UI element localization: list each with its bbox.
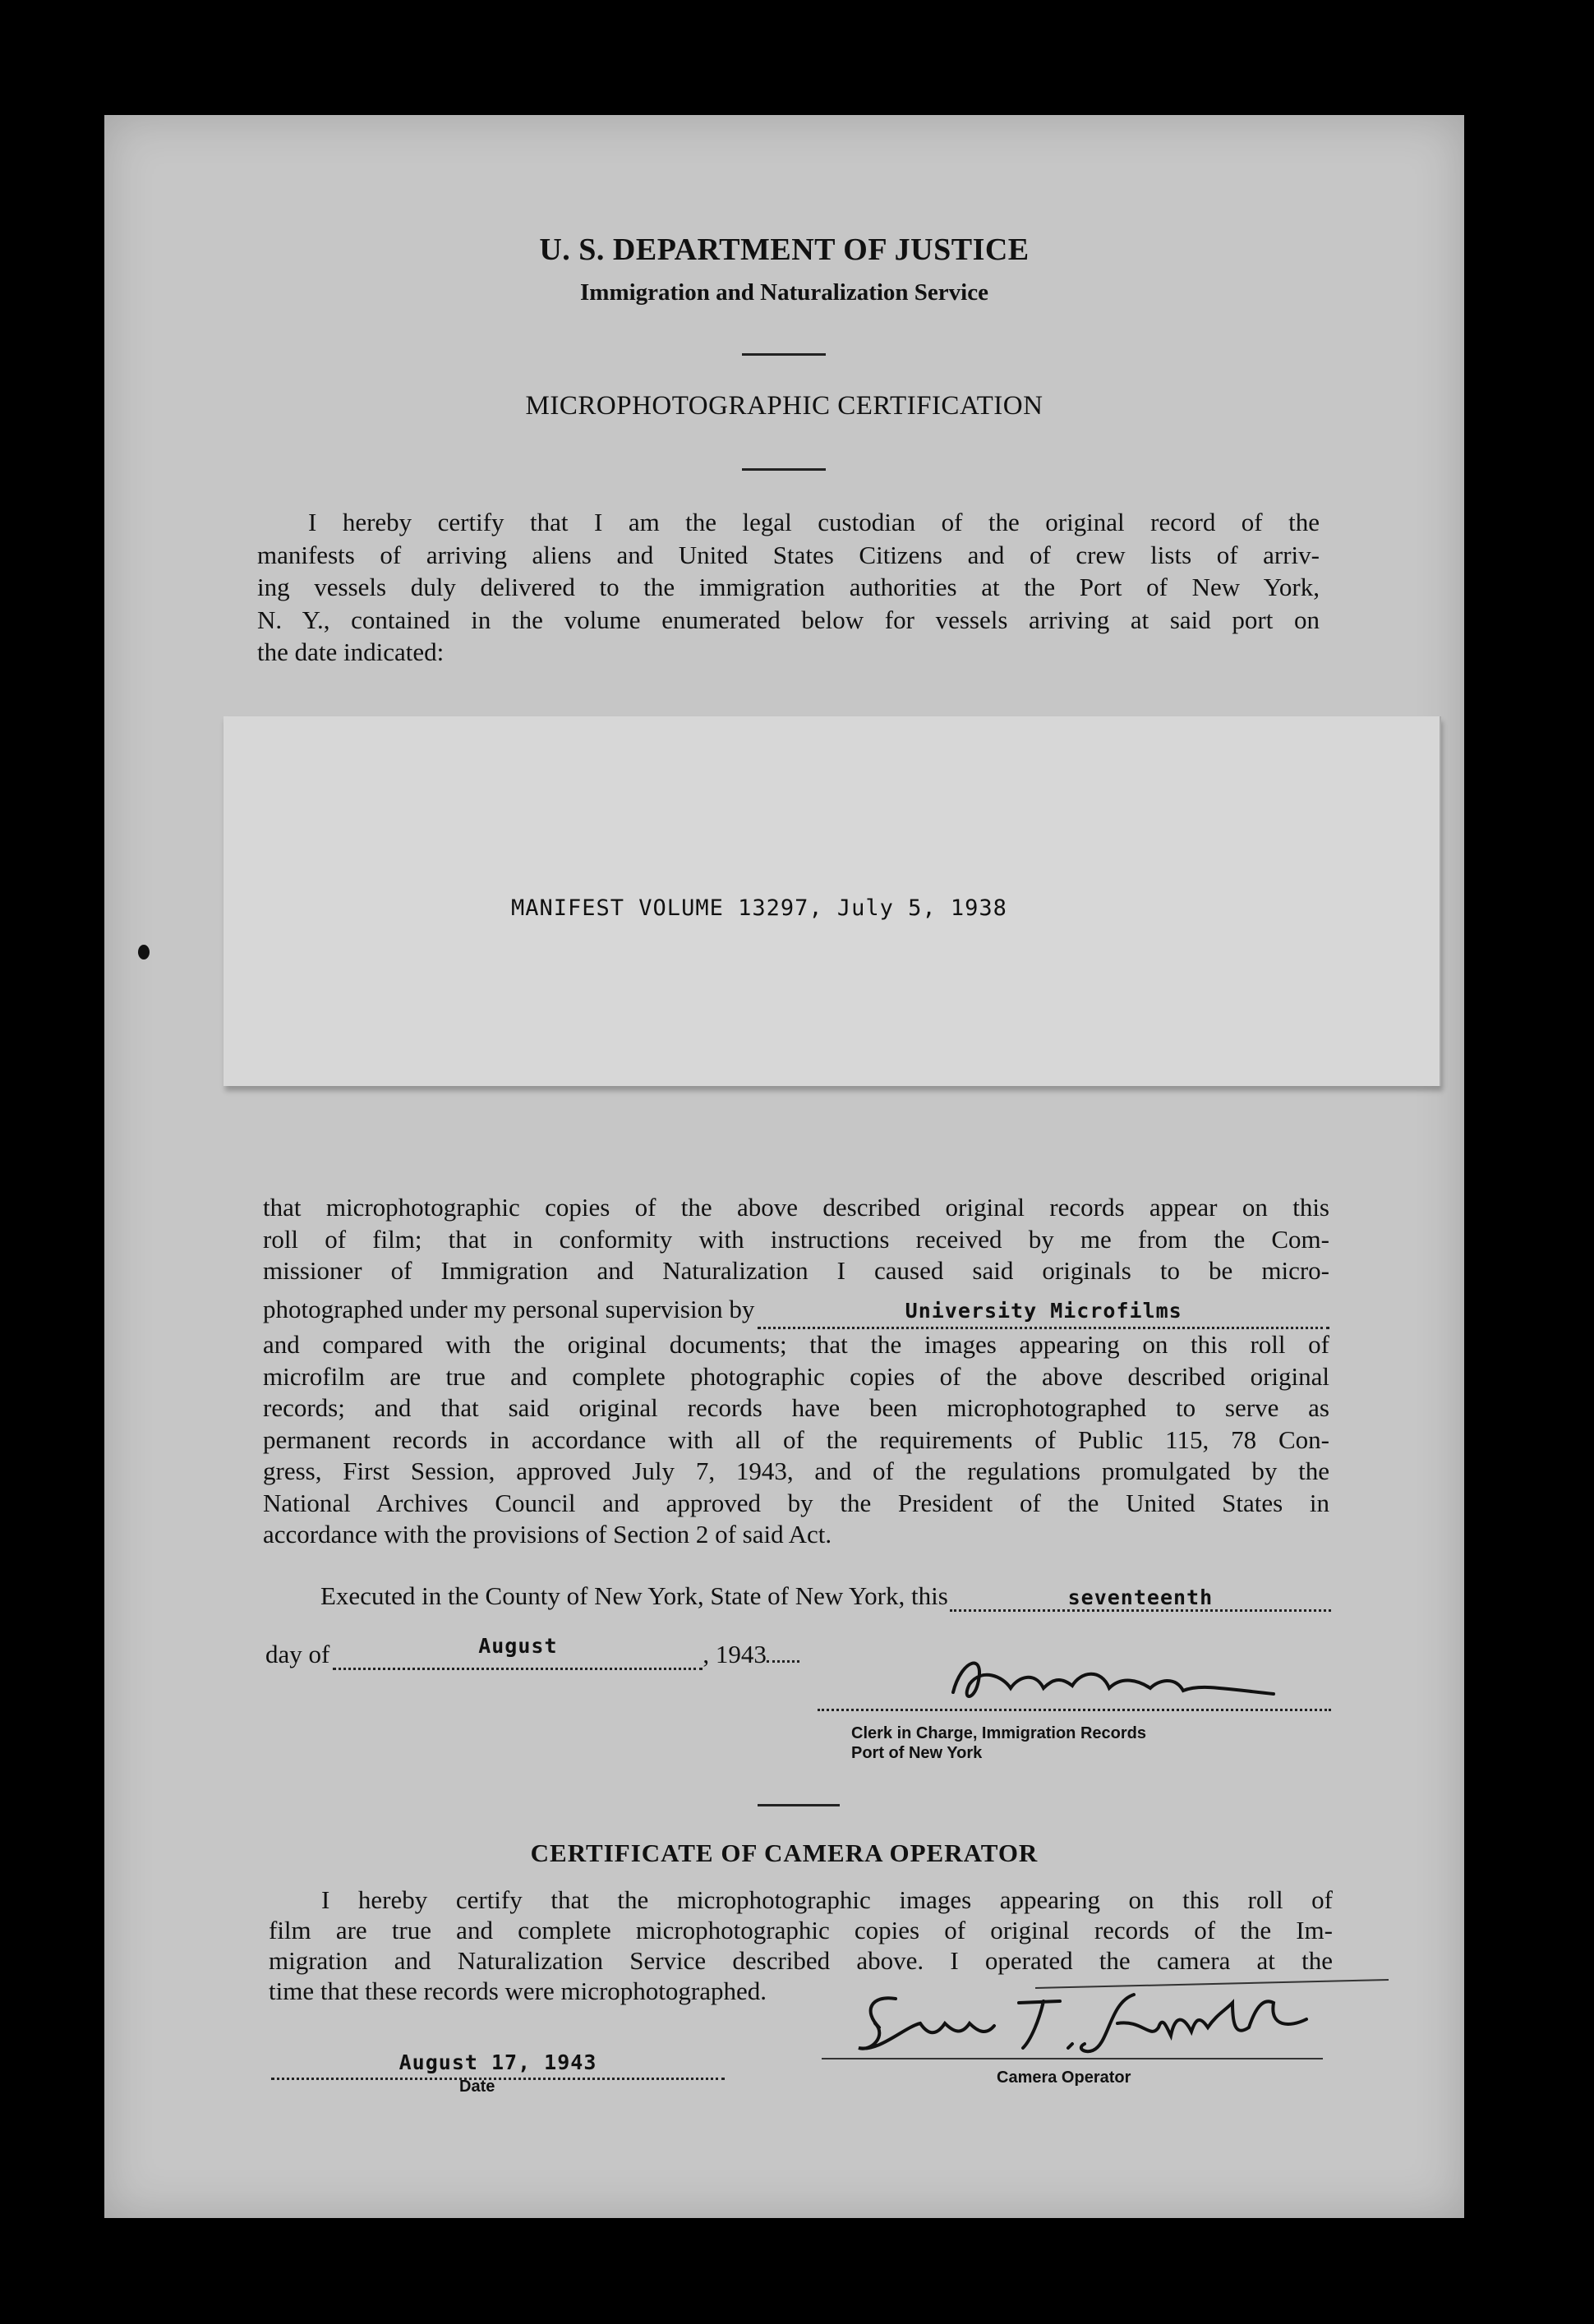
camera-line: I hereby certify that the microphotographic images appearing on this roll of [321, 1885, 1333, 1914]
execution-line [320, 1581, 1331, 1612]
operator-label: Camera Operator [997, 2069, 1131, 2087]
department-heading: U. S. DEPARTMENT OF JUSTICE [539, 232, 1030, 267]
operator-signature-line [822, 2058, 1323, 2059]
day-value: seventeenth [1067, 1585, 1214, 1609]
body-line: gress, First Session, approved July 7, 1943, and of the regulations promulgated by the [263, 1457, 1329, 1485]
form-title: MICROPHOTOGRAPHIC CERTIFICATION [525, 391, 1043, 421]
camera-line: migration and Naturalization Service described above. I operated the camera at the [269, 1946, 1333, 1975]
operator-date-field [271, 2050, 725, 2080]
body-line: microfilm are true and complete photographic copies of the above described original [263, 1361, 1329, 1391]
body-line: records; and that said original records have been microphotographed to serve as [263, 1393, 1329, 1422]
month-field [333, 1634, 703, 1670]
intro-line: N. Y., contained in the volume enumerated below for vessels arriving at said port on [257, 605, 1320, 634]
month-value: August [478, 1634, 558, 1658]
clerk-signature-line [818, 1709, 1331, 1711]
execution-text: Executed in the County of New York, State of New York, this [320, 1581, 948, 1610]
intro-line: manifests of arriving aliens and United States Citizens and of crew lists of arriv- [257, 540, 1320, 569]
body-line: National Archives Council and approved by the President of the United States in [263, 1488, 1329, 1517]
body-line: accordance with the provisions of Section 2 of said Act. [263, 1520, 832, 1549]
day-field [950, 1585, 1331, 1612]
intro-line: I hereby certify that I am the legal custodian of the original record of the [308, 508, 1320, 536]
operator-signature [846, 1978, 1405, 2069]
clerk-signature [937, 1643, 1282, 1717]
intro-line: the date indicated: [257, 637, 445, 666]
body-paragraph [263, 1192, 1329, 1551]
camera-line: time that these records were microphotographed. [269, 1977, 767, 2005]
clerk-title-line2: Port of New York [851, 1744, 983, 1762]
day-of-label: day of [265, 1640, 330, 1668]
clerk-title-line1: Clerk in Charge, Immigration Records [851, 1724, 1146, 1742]
supervisor-field [758, 1295, 1329, 1330]
supervision-text: photographed under my personal supervision by [263, 1294, 755, 1323]
intro-line: ing vessels duly delivered to the immigration authorities at the Port of New York, [257, 573, 1320, 601]
service-subheading: Immigration and Naturalization Service [580, 279, 988, 306]
body-line: missioner of Immigration and Naturalization I caused said originals to be micro- [263, 1256, 1329, 1285]
film-speck [138, 945, 150, 960]
year-trailing-dots [767, 1660, 799, 1663]
camera-line: film are true and complete microphotographic copies of original records of the Im- [269, 1916, 1333, 1944]
operator-date-value: August 17, 1943 [398, 2050, 597, 2074]
divider [742, 468, 826, 471]
intro-paragraph [257, 506, 1320, 669]
divider [758, 1804, 840, 1806]
body-line-supervisor [263, 1294, 1329, 1330]
body-line: roll of film; that in conformity with instructions received by me from the Com- [263, 1224, 1329, 1254]
divider [742, 353, 826, 356]
body-line: permanent records in accordance with all of the requirements of Public 115, 78 Con- [263, 1424, 1329, 1454]
year-value: , 1943 [703, 1640, 767, 1668]
camera-certificate-title: CERTIFICATE OF CAMERA OPERATOR [530, 1838, 1039, 1867]
body-line: that microphotographic copies of the above described original records appear on this [263, 1193, 1329, 1222]
supervisor-value: University Microfilms [905, 1298, 1182, 1323]
body-line: and compared with the original documents; that the images appearing on this roll of [263, 1330, 1329, 1359]
clerk-title [851, 1723, 1146, 1763]
manifest-slip [223, 716, 1441, 1086]
manifest-volume-text: MANIFEST VOLUME 13297, July 5, 1938 [511, 895, 1007, 921]
operator-date-label: Date [459, 2078, 495, 2096]
date-line [265, 1634, 832, 1670]
